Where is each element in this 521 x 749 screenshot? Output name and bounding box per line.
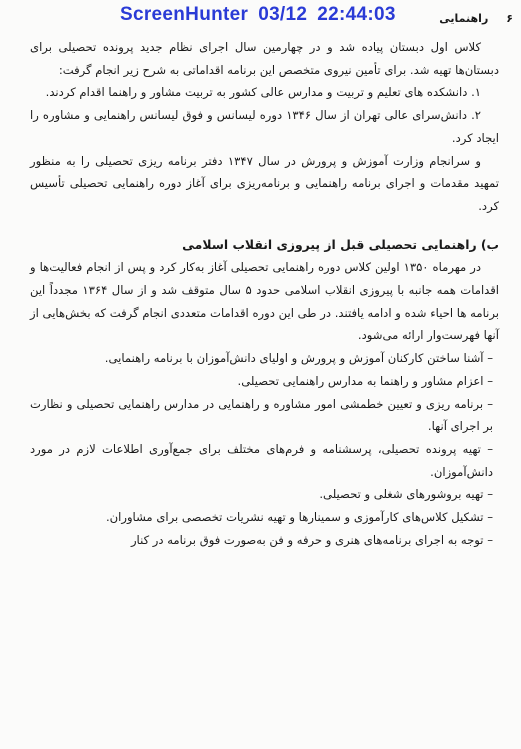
list-item: – برنامه ریزی و تعیین خطمشی امور مشاوره و راهنمایی در مدارس راهنمایی تحصیلی و نظارت بر اجرای آنها.	[30, 396, 493, 434]
document-body	[30, 36, 499, 551]
screenhunter-watermark	[120, 4, 396, 26]
section-b-paragraph: در مهرماه ۱۳۵۰ اولین کلاس دوره راهنمایی تحصیلی آغاز به‌کار کرد و پس از انجام فعالیت‌ها و اقدامات همه جانبه با پیروزی انقلاب اسلامی حدود ۵ سال متوقف شد و از سال ۱۳۶۴ مجدداً این برنامه ها احیاء شده و ادامه یافتند. در طی این دوره اقدامات متعددی انجام گرفت که بخش‌هایی از آنها فهرست‌وار ارائه می‌شود.	[30, 260, 500, 343]
section-b-heading: ب) راهنمایی تحصیلی قبل از پیروزی انقلاب اسلامی	[182, 236, 499, 252]
running-header	[439, 12, 513, 25]
paragraph-item-2: ۲. دانش‌سرای عالی تهران از سال ۱۳۴۶ دوره لیسانس و فوق لیسانس راهنمایی و مشاوره را ایجاد کرد.	[30, 108, 499, 145]
paragraph-intro: کلاس اول دبستان پیاده شد و در چهارمین سال اجرای نظام جدید پرونده تحصیلی برای دبستان‌ها تهیه شد. برای تأمین نیروی متخصص این برنامه اقداماتی به شرح زیر انجام گرفت:	[30, 40, 499, 77]
page-number: ۶	[506, 12, 513, 25]
watermark-date: 03/12	[258, 4, 308, 25]
paragraph-conclusion: و سرانجام وزارت آموزش و پرورش در سال ۱۳۴۷ دفتر برنامه ریزی تحصیلی را به منظور تمهید مقدمات و اجرای برنامه راهنمایی و برنامه‌ریزی برای آغاز دوره راهنمایی تحصیلی تأسیس کرد.	[30, 153, 499, 213]
list-item: – تهیه بروشورهای شغلی و تحصیلی.	[319, 487, 493, 502]
watermark-time: 22:44:03	[317, 4, 396, 25]
list-item: – اعزام مشاور و راهنما به مدارس راهنمایی تحصیلی.	[237, 373, 493, 388]
running-title: راهنمایی	[439, 12, 489, 25]
list-item: – تهیه پرونده تحصیلی، پرسشنامه و فرم‌های مختلف برای جمع‌آوری اطلاعات لازم در مورد دانش‌آموزان.	[30, 441, 493, 479]
paragraph-item-1: ۱. دانشکده های تعلیم و تربیت و مدارس عالی کشور به تربیت مشاور و راهنما اقدام کردند.	[45, 85, 481, 100]
list-item: – تشکیل کلاس‌های کارآموزی و سمینارها و تهیه نشریات تخصصی برای مشاوران.	[105, 510, 493, 525]
watermark-app: ScreenHunter	[120, 4, 249, 25]
list-item: – توجه به اجرای برنامه‌های هنری و حرفه و فن به‌صورت فوق برنامه در کنار	[130, 532, 493, 547]
list-item: – آشنا ساختن کارکنان آموزش و پرورش و اولیای دانش‌آموزان با برنامه راهنمایی.	[104, 351, 493, 366]
